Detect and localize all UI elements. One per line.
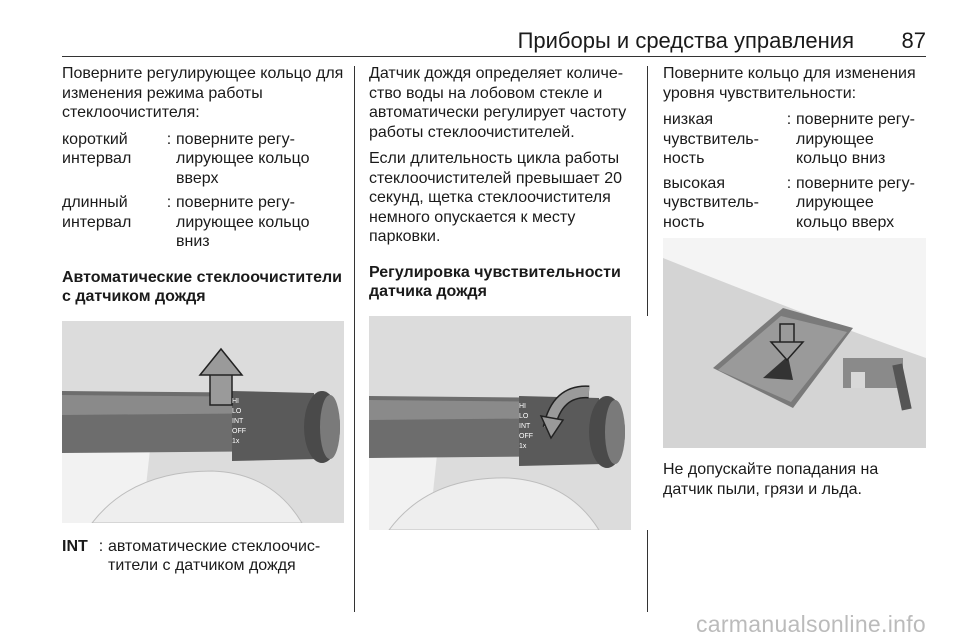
separator: : [166, 130, 172, 148]
lever-label: LO [519, 412, 529, 420]
term: высокая чувствитель-ность [663, 174, 759, 231]
section-heading: Автоматические стеклоочистители с датчиком дождя [62, 268, 342, 305]
description: автоматические стеклоочис-тители с датчиком дождя [108, 537, 321, 574]
wiper-ring-drawing [369, 316, 631, 530]
lever-label: INT [519, 422, 531, 430]
wiper-lever-drawing [62, 321, 344, 523]
definition-row [62, 537, 344, 576]
description: поверните регу-лирующее кольцо вверх [176, 130, 310, 187]
rain-sensor-drawing [663, 238, 926, 448]
column-1 [62, 64, 344, 576]
description: поверните регу-лирующее кольцо вниз [796, 111, 915, 167]
term: короткий интервал [62, 130, 132, 167]
term: низкая чувствитель-ность [663, 111, 759, 167]
term: INT [62, 537, 88, 555]
separator: : [166, 194, 172, 211]
column-2 [369, 64, 649, 530]
intro-paragraph: Поверните кольцо для изменения уровня чувствительности: [663, 65, 916, 102]
separator: : [786, 111, 792, 128]
section-heading: Регулировка чувствительности датчика дождя [369, 263, 621, 300]
definition-row [663, 174, 926, 233]
column-3 [663, 64, 926, 506]
header-rule [62, 56, 926, 57]
wiper-ring-illustration [369, 316, 649, 530]
lever-label: LO [232, 407, 242, 415]
column-divider [354, 66, 355, 612]
lever-label: 1x [519, 442, 527, 450]
page-number: 87 [901, 28, 926, 53]
lever-label: 1x [232, 437, 240, 445]
watermark: carmanualsonline.info [695, 611, 926, 637]
definition-row [62, 130, 344, 189]
lever-label: HI [232, 397, 239, 405]
paragraph: Если длительность цикла работы стеклоочистителей превышает 20 секунд, щетка стеклоочистителя немного опускается к месту парковки. [369, 150, 622, 245]
lever-label: INT [232, 417, 244, 425]
lever-label: OFF [232, 427, 246, 435]
lever-label: HI [519, 402, 526, 410]
separator: : [98, 537, 104, 555]
page-title: Приборы и средства управления [517, 28, 854, 53]
paragraph: Датчик дождя определяет количе-ство воды на лобовом стекле и автоматически регулирует частоту работы стеклоочистителей. [369, 65, 627, 141]
separator: : [786, 174, 792, 192]
rain-sensor-illustration [663, 238, 926, 448]
page-header [62, 28, 926, 58]
term: длинный интервал [62, 194, 132, 231]
description: поверните регу-лирующее кольцо вверх [796, 174, 915, 231]
definition-row [62, 193, 344, 252]
definition-row [663, 110, 926, 169]
description: поверните регу-лирующее кольцо вниз [176, 194, 310, 250]
lever-label: OFF [519, 432, 533, 440]
wiper-lever-illustration [62, 321, 344, 523]
warning-note: Не допускайте попадания на датчик пыли, грязи и льда. [663, 461, 879, 498]
intro-paragraph: Поверните регулирующее кольцо для изменения режима работы стеклоочистителя: [62, 65, 344, 121]
